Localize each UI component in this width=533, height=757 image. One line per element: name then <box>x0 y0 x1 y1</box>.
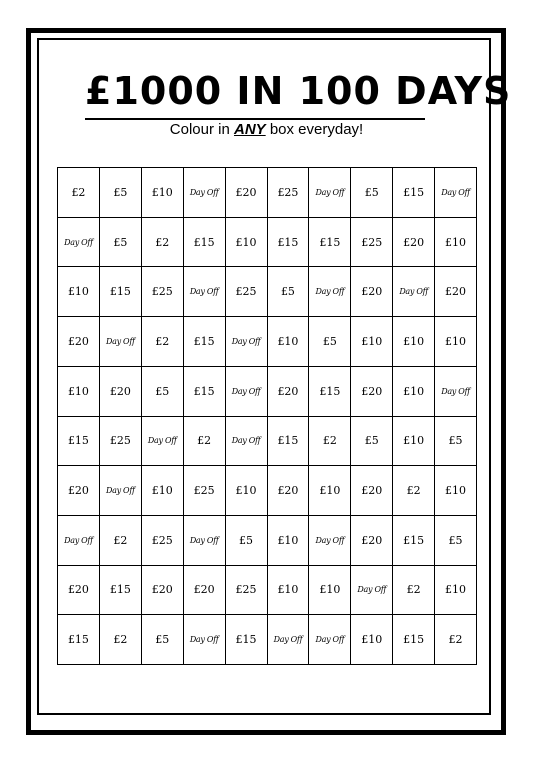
grid-cell[interactable]: £20 <box>226 168 268 218</box>
grid-cell[interactable]: £25 <box>142 267 184 317</box>
grid-cell[interactable]: £25 <box>184 466 226 516</box>
grid-cell[interactable]: £20 <box>268 367 310 417</box>
grid-cell[interactable]: Day Off <box>309 168 351 218</box>
grid-cell[interactable]: £20 <box>351 267 393 317</box>
grid-cell[interactable]: £25 <box>142 516 184 566</box>
grid-cell[interactable]: Day Off <box>309 267 351 317</box>
grid-cell[interactable]: £10 <box>226 218 268 268</box>
grid-cell[interactable]: Day Off <box>309 615 351 665</box>
grid-cell[interactable]: £20 <box>142 566 184 616</box>
grid-cell[interactable]: Day Off <box>226 317 268 367</box>
grid-cell[interactable]: £10 <box>142 168 184 218</box>
grid-cell[interactable]: £10 <box>435 566 477 616</box>
grid-cell[interactable]: Day Off <box>184 615 226 665</box>
grid-cell[interactable]: £20 <box>268 466 310 516</box>
grid-cell[interactable]: £25 <box>100 417 142 467</box>
grid-cell[interactable]: £2 <box>58 168 100 218</box>
grid-cell[interactable]: Day Off <box>226 417 268 467</box>
grid-cell[interactable]: £10 <box>393 417 435 467</box>
grid-cell[interactable]: £10 <box>142 466 184 516</box>
grid-cell[interactable]: £15 <box>393 168 435 218</box>
grid-cell[interactable]: £10 <box>351 317 393 367</box>
grid-cell[interactable]: £10 <box>309 566 351 616</box>
grid-cell[interactable]: £15 <box>100 566 142 616</box>
grid-cell[interactable]: £2 <box>100 615 142 665</box>
grid-cell[interactable]: Day Off <box>184 168 226 218</box>
grid-cell[interactable]: £5 <box>351 417 393 467</box>
grid-cell[interactable]: £10 <box>226 466 268 516</box>
subtitle-text-before: Colour in <box>169 121 234 138</box>
grid-cell[interactable]: £10 <box>351 615 393 665</box>
grid-cell[interactable]: £5 <box>268 267 310 317</box>
grid-cell[interactable]: Day Off <box>309 516 351 566</box>
grid-cell[interactable]: £20 <box>351 367 393 417</box>
grid-cell[interactable]: £2 <box>393 466 435 516</box>
grid-cell[interactable]: £15 <box>268 417 310 467</box>
grid-cell[interactable]: £20 <box>351 466 393 516</box>
grid-cell[interactable]: £15 <box>100 267 142 317</box>
grid-cell[interactable]: £10 <box>268 566 310 616</box>
grid-cell[interactable]: £10 <box>309 466 351 516</box>
grid-cell[interactable]: £5 <box>435 417 477 467</box>
grid-cell[interactable]: £15 <box>184 367 226 417</box>
grid-cell[interactable]: £10 <box>393 317 435 367</box>
grid-cell[interactable]: Day Off <box>58 516 100 566</box>
savings-grid <box>57 167 477 665</box>
grid-cell[interactable]: Day Off <box>184 516 226 566</box>
grid-cell[interactable]: Day Off <box>393 267 435 317</box>
grid-cell[interactable]: £15 <box>393 615 435 665</box>
subtitle-text-after: box everyday! <box>265 121 364 138</box>
grid-cell[interactable]: £5 <box>100 218 142 268</box>
grid-cell[interactable]: £25 <box>226 267 268 317</box>
grid-cell[interactable]: Day Off <box>226 367 268 417</box>
subtitle <box>0 121 533 139</box>
grid-cell[interactable]: £5 <box>226 516 268 566</box>
grid-cell[interactable]: £15 <box>309 367 351 417</box>
grid-cell[interactable]: £2 <box>142 218 184 268</box>
grid-cell[interactable]: £15 <box>184 218 226 268</box>
subtitle-emphasis: ANY <box>233 121 266 138</box>
grid-cell[interactable]: £15 <box>309 218 351 268</box>
grid-cell[interactable]: £2 <box>309 417 351 467</box>
grid-cell[interactable]: £15 <box>58 615 100 665</box>
grid-cell[interactable]: £10 <box>435 218 477 268</box>
grid-cell[interactable]: £15 <box>268 218 310 268</box>
grid-cell[interactable]: £5 <box>142 367 184 417</box>
grid-cell[interactable]: £5 <box>435 516 477 566</box>
grid-cell[interactable]: Day Off <box>435 367 477 417</box>
grid-cell[interactable]: £5 <box>309 317 351 367</box>
grid-cell[interactable]: £2 <box>142 317 184 367</box>
grid-cell[interactable]: Day Off <box>351 566 393 616</box>
grid-cell[interactable]: £20 <box>393 218 435 268</box>
grid-cell[interactable]: £10 <box>435 466 477 516</box>
grid-cell[interactable]: £10 <box>268 516 310 566</box>
grid-cell[interactable]: £5 <box>351 168 393 218</box>
grid-cell[interactable]: Day Off <box>100 317 142 367</box>
grid-cell[interactable]: £15 <box>58 417 100 467</box>
grid-cell[interactable]: £10 <box>393 367 435 417</box>
grid-cell[interactable]: £15 <box>393 516 435 566</box>
grid-cell[interactable]: £2 <box>184 417 226 467</box>
grid-cell[interactable]: £5 <box>142 615 184 665</box>
grid-cell[interactable]: £15 <box>184 317 226 367</box>
grid-cell[interactable]: £20 <box>58 466 100 516</box>
grid-cell[interactable]: £20 <box>100 367 142 417</box>
grid-cell[interactable]: £20 <box>184 566 226 616</box>
grid-cell[interactable]: £10 <box>435 317 477 367</box>
grid-cell[interactable]: Day Off <box>184 267 226 317</box>
grid-cell[interactable]: Day Off <box>268 615 310 665</box>
grid-cell[interactable]: £25 <box>268 168 310 218</box>
grid-cell[interactable]: £25 <box>226 566 268 616</box>
grid-cell[interactable]: £20 <box>58 566 100 616</box>
grid-cell[interactable]: £20 <box>435 267 477 317</box>
grid-cell[interactable]: Day Off <box>142 417 184 467</box>
grid-cell[interactable]: £10 <box>58 267 100 317</box>
grid-cell[interactable]: £2 <box>393 566 435 616</box>
grid-cell[interactable]: £10 <box>268 317 310 367</box>
grid-cell[interactable]: £10 <box>58 367 100 417</box>
grid-cell[interactable]: £20 <box>351 516 393 566</box>
page-title: £1000 IN 100 DAYS <box>85 66 425 120</box>
grid-cell[interactable]: £15 <box>226 615 268 665</box>
grid-cell[interactable]: Day Off <box>100 466 142 516</box>
grid-cell[interactable]: £25 <box>351 218 393 268</box>
grid-cell[interactable]: Day Off <box>58 218 100 268</box>
grid-cell[interactable]: £20 <box>58 317 100 367</box>
grid-cell[interactable]: £2 <box>100 516 142 566</box>
grid-cell[interactable]: £2 <box>435 615 477 665</box>
grid-cell[interactable]: Day Off <box>435 168 477 218</box>
grid-cell[interactable]: £5 <box>100 168 142 218</box>
